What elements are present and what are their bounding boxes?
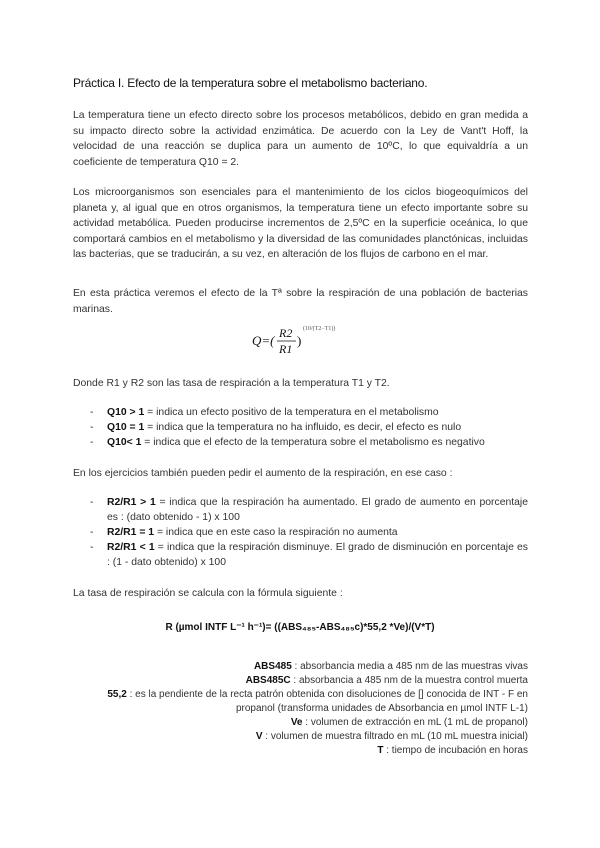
- definition-item: V : volumen de muestra filtrado en mL (10 mL muestra inicial): [255, 731, 528, 742]
- definition-item: 55,2 : es la pendiente de la recta patrón obtenida con disoluciones de [] conocida de INT - F en propanol (transforma unidades de Absorbancia en µmol INTF L-1): [107, 689, 528, 714]
- rate-formula: R (µmol INTF L⁻¹ h⁻¹)= ((ABS₄₈₅-ABS₄₈₅c)*55,2 *Ve)/(V*T): [165, 622, 435, 633]
- formula-lhs: Q=(: [252, 333, 275, 348]
- paragraph-exercises: En los ejercicios también pueden pedir el aumento de la respiración, en ese caso :: [73, 468, 453, 479]
- definitions: [68, 660, 528, 758]
- paragraph-practice: En esta práctica veremos el efecto de la Tª sobre la respiración de una población de bacterias marinas.: [73, 288, 528, 315]
- definition-item: ABS485C : absorbancia a 485 nm de la muestra control muerta: [245, 675, 528, 686]
- list-item: - Q10 = 1 = indica que la temperatura no ha influido, es decir, el efecto es nulo: [90, 422, 462, 433]
- definition-item: ABS485 : absorbancia media a 485 nm de las muestras vivas: [253, 661, 528, 672]
- definition-item: Ve : volumen de extracción en mL (1 mL de propanol): [290, 717, 528, 728]
- q10-list: [90, 405, 528, 450]
- list-term: Q10 = 1: [107, 422, 145, 433]
- paragraph-r-definition: Donde R1 y R2 son las tasa de respiración a la temperatura T1 y T2.: [73, 378, 390, 389]
- list-term: R2/R1 > 1: [107, 497, 156, 508]
- list-item: - R2/R1 < 1 = indica que la respiración disminuye. El grado de disminución en porcentaje es : (1 - dato obtenido) x 100: [90, 542, 528, 568]
- list-item: - R2/R1 = 1 = indica que en este caso la respiración no aumenta: [90, 527, 398, 538]
- list-item: - R2/R1 > 1 = indica que la respiración ha aumentado. El grado de aumento en porcentaje es : (dato obtenido - 1) x 100: [90, 497, 528, 523]
- definition-item: T : tiempo de incubación en horas: [377, 745, 528, 756]
- paragraph-rate: La tasa de respiración se calcula con la fórmula siguiente :: [73, 588, 343, 599]
- paragraph-microorganisms: Los microorganismos son esenciales para el mantenimiento de los ciclos biogeoquímicos del planeta y, al igual que en otros organismos, la temperatura tiene un efecto importante sobre su actividad metabólica. Pueden producirse incrementos de 2,5ºC en la superficie oceánica, lo que comportará cambios en el metabolismo y la diversidad de las comunidades planctónicas, incluidas las bacterias, que se traducirán, a su vez, en alteración de los flujos de carbono en el mar.: [73, 187, 528, 260]
- list-term: R2/R1 = 1: [107, 527, 155, 538]
- q10-formula: [252, 322, 362, 358]
- list-term: Q10 > 1: [107, 407, 145, 418]
- list-term: Q10< 1: [107, 437, 142, 448]
- ratio-list: [90, 495, 528, 570]
- formula-numerator: R2: [279, 326, 293, 340]
- list-item: - Q10 > 1 = indica un efecto positivo de la temperatura en el metabolismo: [90, 407, 439, 418]
- page-title: Práctica I. Efecto de la temperatura sobre el metabolismo bacteriano.: [73, 76, 428, 90]
- formula-rparen: ): [297, 333, 302, 348]
- list-item: - Q10< 1 = indica que el efecto de la temperatura sobre el metabolismo es negativo: [90, 437, 485, 448]
- list-term: R2/R1 < 1: [107, 542, 155, 553]
- paragraph-intro: La temperatura tiene un efecto directo sobre los procesos metabólicos, debido en gran medida a su impacto directo sobre la actividad enzimática. De acuerdo con la Ley de Vant't Hoff, la velocidad de una reacción se duplica para un aumento de 10ºC, lo que equivaldría a un coeficiente de temperatura Q10 = 2.: [73, 110, 528, 168]
- formula-exponent: (10/(T2−T1)): [303, 326, 336, 332]
- formula-denominator: R1: [279, 342, 293, 356]
